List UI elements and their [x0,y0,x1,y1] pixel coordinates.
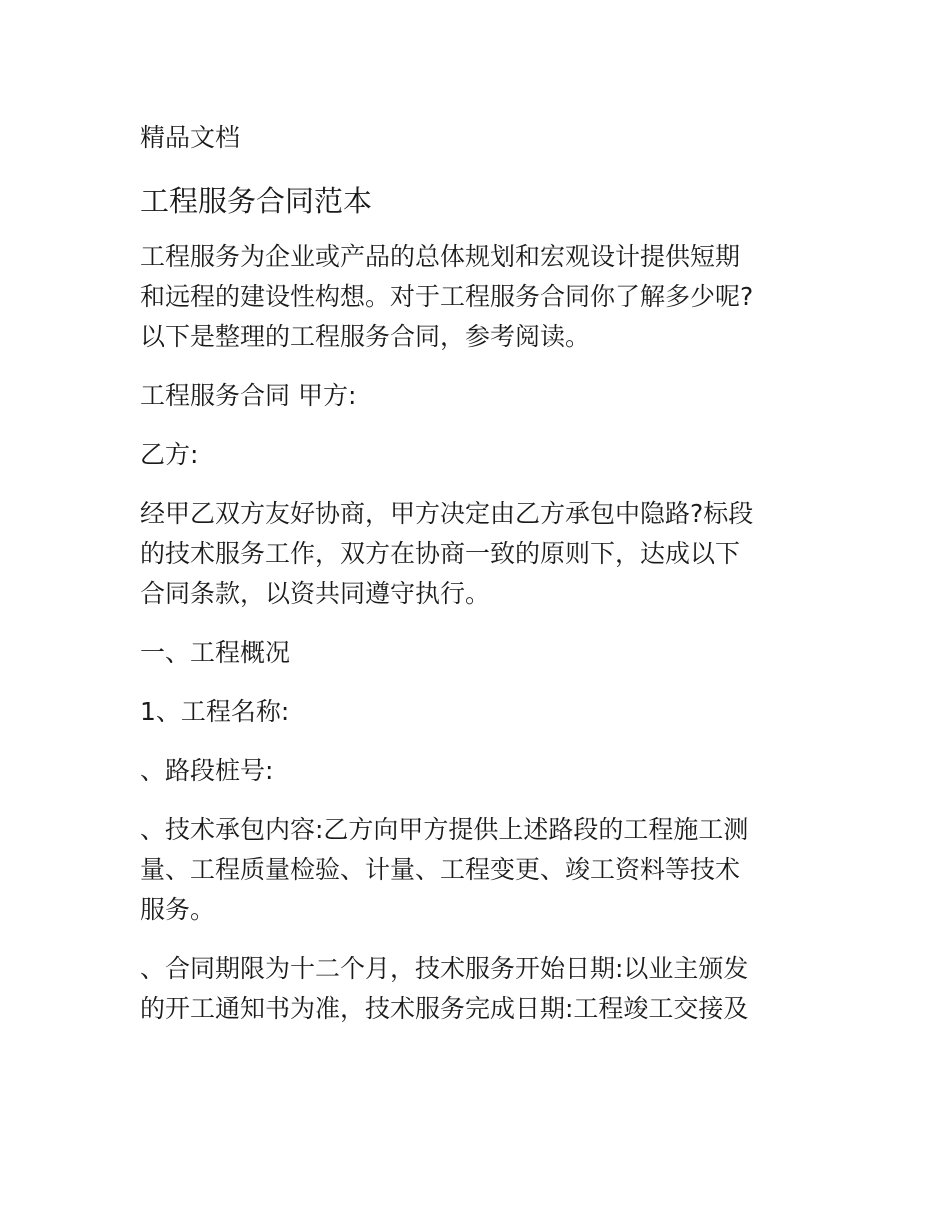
paragraph-line: 合同条款，以资共同遵守执行。 [140,579,491,608]
paragraph-party-a [140,376,820,416]
paragraph-line: 经甲乙双方友好协商，甲方决定由乙方承包中隐路?标段 [140,499,754,528]
paragraph-party-b [140,435,820,475]
document-header: 精品文档 [140,123,241,152]
document-title: 工程服务合同范本 [140,184,373,218]
paragraph-contract-term [140,949,820,1029]
paragraph-project-name [140,692,820,732]
paragraph-line: 工程服务为企业或产品的总体规划和宏观设计提供短期 [140,242,741,271]
paragraph-line: 、合同期限为十二个月，技术服务开始日期:以业主颁发 [140,954,749,983]
paragraph-line: 乙方: [140,440,199,469]
paragraph-line: 的开工通知书为准，技术服务完成日期:工程竣工交接及 [140,994,749,1023]
paragraph-road-stake [140,751,820,791]
paragraph-line: 量、工程质量检验、计量、工程变更、竣工资料等技术 [140,855,741,884]
paragraph-agreement [140,494,820,614]
paragraph-line: 的技术服务工作，双方在协商一致的原则下，达成以下 [140,539,741,568]
section-heading-overview [140,633,820,673]
paragraph-line: 工程服务合同 甲方: [140,381,357,410]
paragraph-line: 一、工程概况 [140,638,291,667]
paragraph-line: 服务。 [140,895,216,924]
paragraph-line: 、技术承包内容:乙方向甲方提供上述路段的工程施工测 [140,815,749,844]
document-body [140,118,820,1048]
paragraph-line: 以下是整理的工程服务合同，参考阅读。 [140,322,591,351]
paragraph-service-content [140,810,820,930]
paragraph-intro [140,237,820,357]
paragraph-line: 1、工程名称: [140,697,290,726]
paragraph-line: 、路段桩号: [140,756,274,785]
paragraph-line: 和远程的建设性构想。对于工程服务合同你了解多少呢? [140,282,754,311]
